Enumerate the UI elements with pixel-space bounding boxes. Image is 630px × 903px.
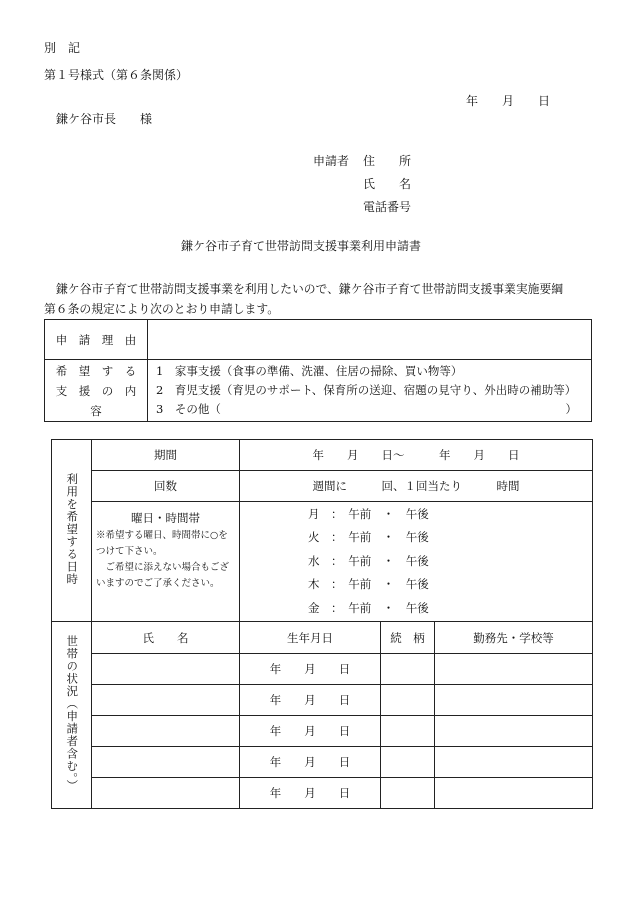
dow-fri[interactable]: 金 ： 午前 ・ 午後 [308, 600, 429, 615]
applicant-phone-label: 電話番号 [363, 200, 412, 214]
household-name-3[interactable] [92, 716, 240, 747]
intro-line-2: 第６条の規定により次のとおり申請します。 [44, 302, 279, 316]
household-birth-4[interactable]: 年 月 日 [240, 747, 381, 778]
count-value[interactable]: 週間に 回、１回当たり 時間 [240, 471, 593, 502]
date-line[interactable]: 年 月 日 [466, 94, 551, 108]
dow-mon[interactable]: 月 ： 午前 ・ 午後 [308, 506, 429, 521]
household-side-label [52, 622, 92, 809]
count-label: 回数 [92, 471, 240, 502]
dow-note-2: つけて下さい。 [96, 546, 163, 557]
support-option-other[interactable] [156, 400, 591, 419]
support-option-other-close: ） [565, 402, 577, 416]
reason-label: 申 請 理 由 [45, 320, 148, 360]
household-relation-3[interactable] [381, 716, 435, 747]
support-label-line-1: 希 望 す る [55, 363, 137, 378]
addressee: 鎌ケ谷市長 様 [56, 112, 153, 126]
household-work-2[interactable] [435, 685, 593, 716]
household-relation-4[interactable] [381, 747, 435, 778]
household-birth-3[interactable]: 年 月 日 [240, 716, 381, 747]
appendix-label: 別 記 [44, 41, 81, 55]
applicant-address-label: 住 所 [363, 154, 412, 168]
dow-label-cell [92, 502, 240, 622]
dow-label: 曜日・時間帯 [131, 511, 200, 525]
col-relation: 続 柄 [381, 622, 435, 654]
schedule-household-table [51, 439, 593, 809]
household-work-1[interactable] [435, 654, 593, 685]
household-birth-2[interactable]: 年 月 日 [240, 685, 381, 716]
document-title: 鎌ケ谷市子育て世帯訪問支援事業利用申請書 [181, 239, 422, 253]
household-work-5[interactable] [435, 778, 593, 809]
dow-tue[interactable]: 火 ： 午前 ・ 午後 [308, 530, 429, 545]
dow-note-1: ※希望する曜日、時間帯に○を [96, 530, 228, 541]
household-relation-1[interactable] [381, 654, 435, 685]
applicant-name-label: 氏 名 [363, 177, 412, 191]
support-options[interactable] [148, 360, 592, 422]
support-option-other-label: 3 その他（ [156, 402, 221, 416]
dow-note-3: ご希望に添えない場合もござ [96, 562, 230, 573]
household-name-4[interactable] [92, 747, 240, 778]
request-table [44, 319, 592, 422]
col-work: 勤務先・学校等 [435, 622, 593, 654]
support-option-childcare[interactable]: 2 育児支援（育児のサポート、保育所の送迎、宿題の見守り、外出時の補助等） [156, 383, 577, 397]
intro-line-1: 鎌ケ谷市子育て世帯訪問支援事業を利用したいので、鎌ケ谷市子育て世帯訪問支援事業実施要綱 [56, 282, 564, 296]
household-name-5[interactable] [92, 778, 240, 809]
dow-options[interactable] [240, 502, 593, 622]
schedule-side-text: 利用を希望する日時 [65, 472, 80, 586]
dow-note-4: いますのでご了承ください。 [96, 578, 220, 589]
household-side-text: 世帯の状況（申請者含む。） [65, 635, 80, 792]
reason-field[interactable] [148, 320, 592, 360]
household-relation-5[interactable] [381, 778, 435, 809]
household-work-4[interactable] [435, 747, 593, 778]
support-label [45, 360, 148, 422]
col-birth: 生年月日 [240, 622, 381, 654]
household-name-2[interactable] [92, 685, 240, 716]
dow-wed[interactable]: 水 ： 午前 ・ 午後 [308, 553, 429, 568]
schedule-side-label [52, 440, 92, 622]
applicant-label: 申請者 [313, 154, 350, 168]
dow-thu[interactable]: 木 ： 午前 ・ 午後 [308, 577, 429, 592]
support-option-housework[interactable]: 1 家事支援（食事の準備、洗濯、住居の掃除、買い物等） [156, 364, 463, 378]
support-label-line-2: 支 援 の 内 容 [55, 383, 148, 418]
household-work-3[interactable] [435, 716, 593, 747]
household-birth-1[interactable]: 年 月 日 [240, 654, 381, 685]
household-name-1[interactable] [92, 654, 240, 685]
period-value[interactable]: 年 月 日～ 年 月 日 [240, 440, 593, 471]
household-relation-2[interactable] [381, 685, 435, 716]
col-name: 氏 名 [92, 622, 240, 654]
form-number: 第１号様式（第６条関係） [44, 68, 189, 82]
period-label: 期間 [92, 440, 240, 471]
household-birth-5[interactable]: 年 月 日 [240, 778, 381, 809]
